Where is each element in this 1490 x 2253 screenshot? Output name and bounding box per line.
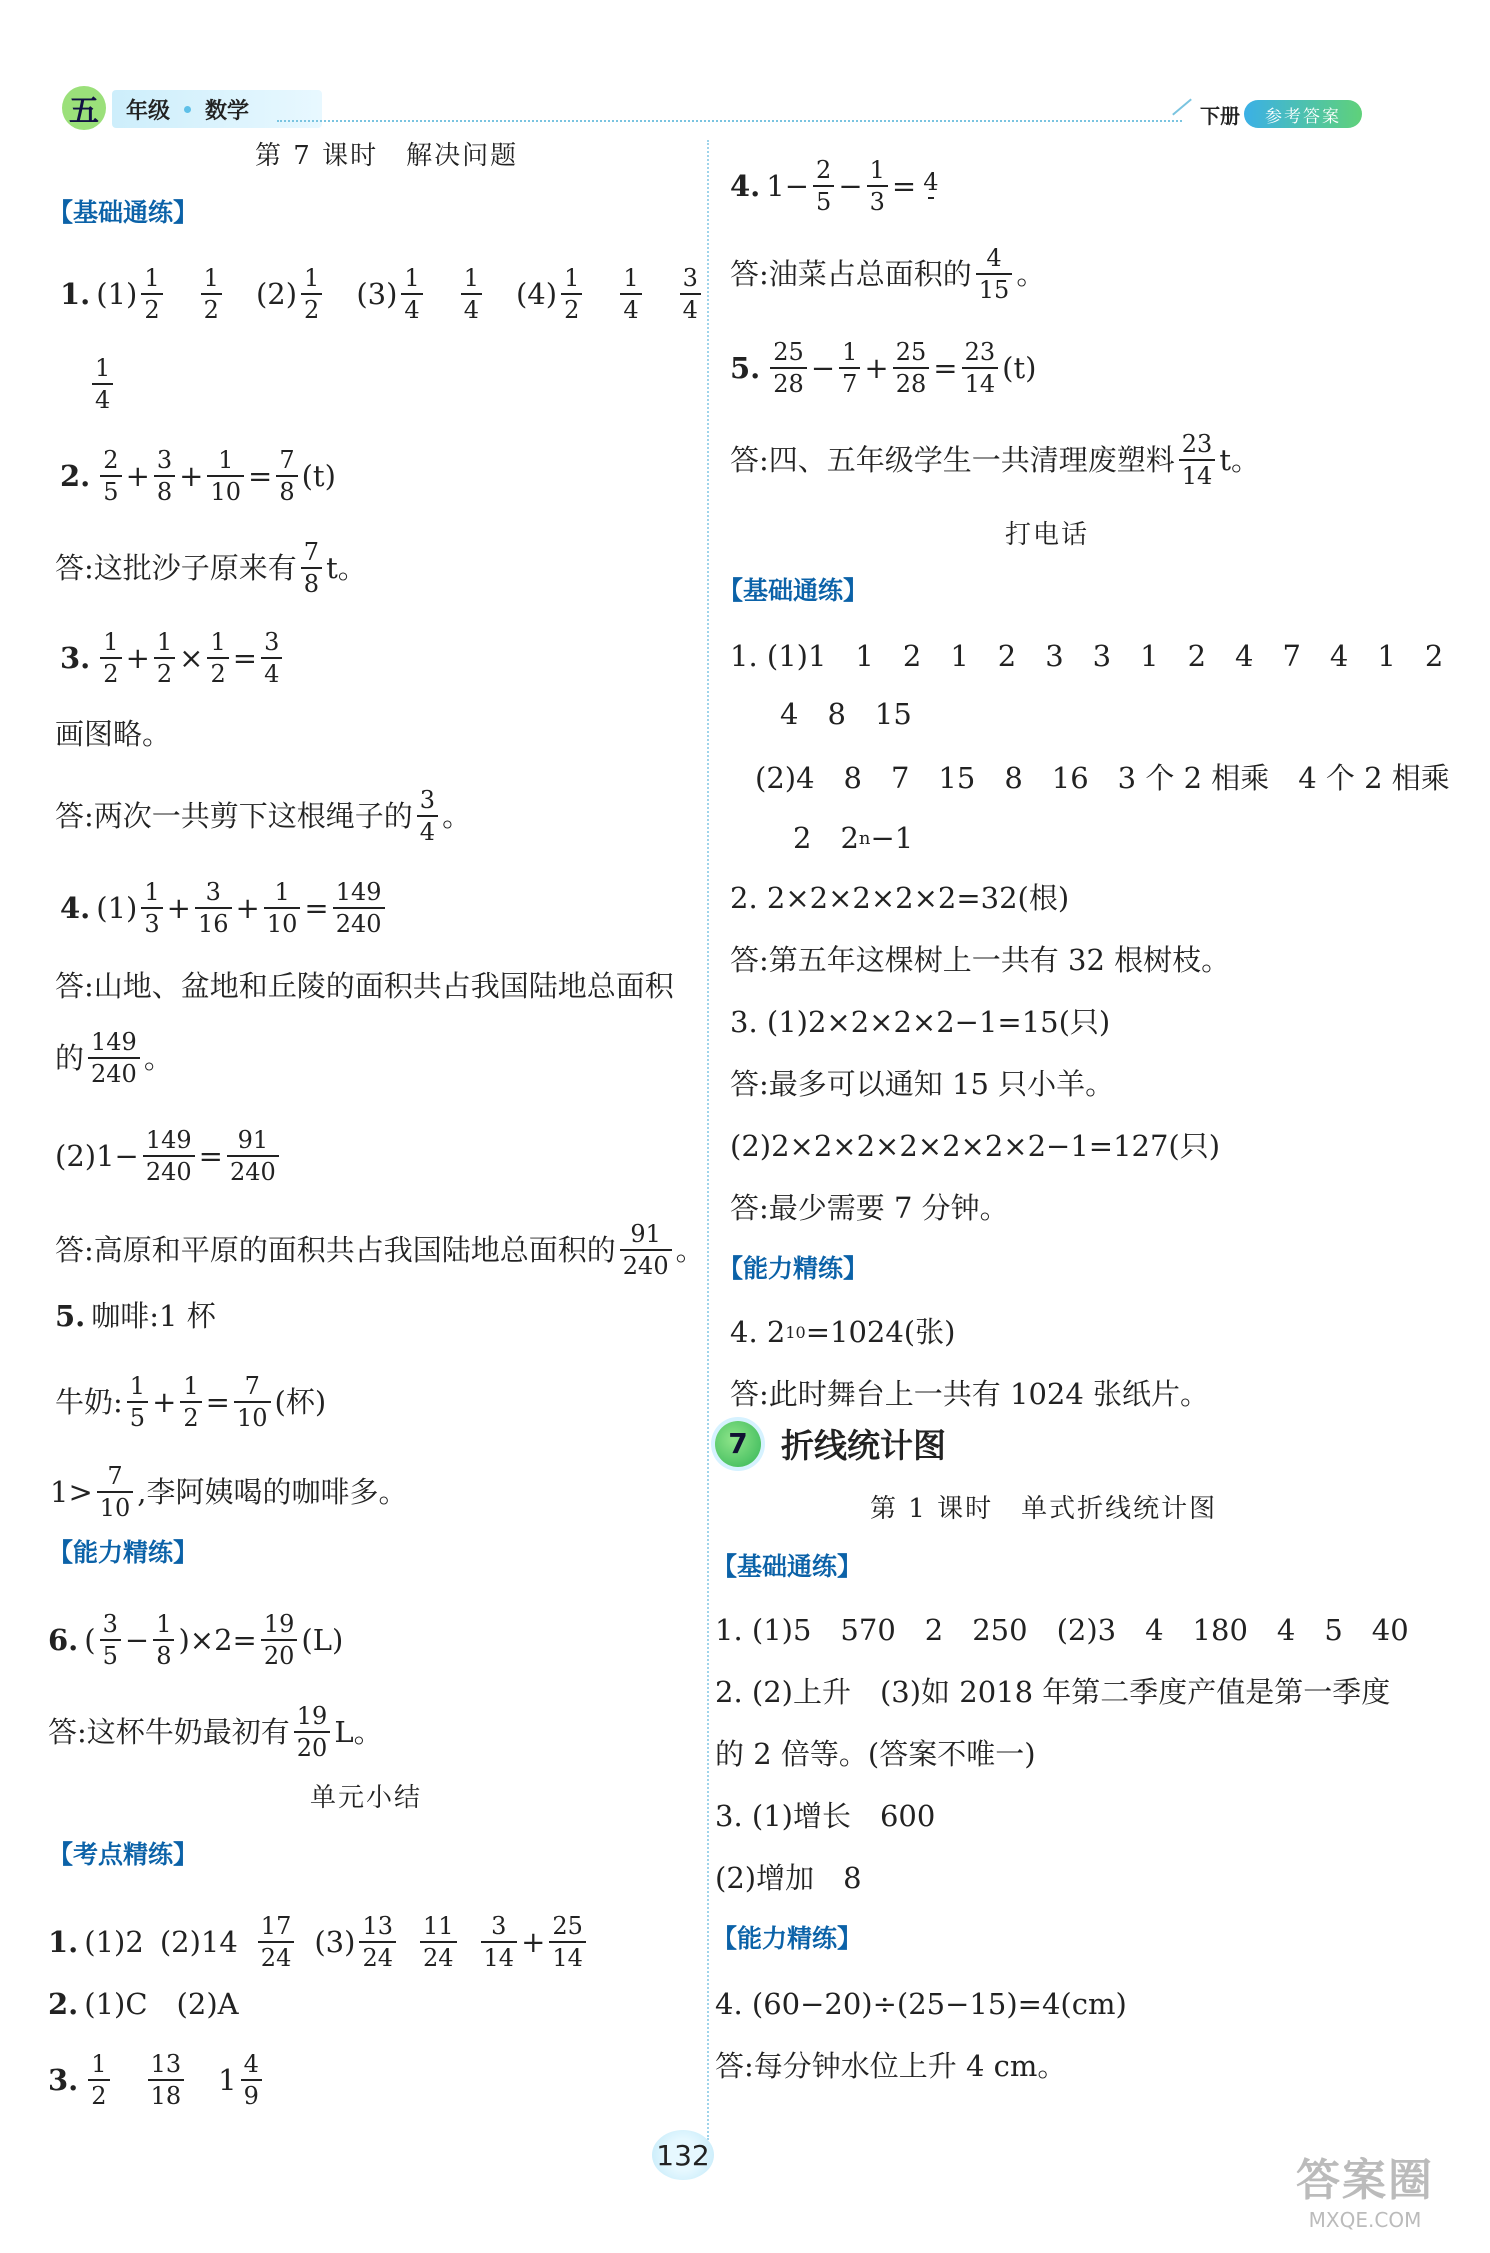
lesson7-title: 第 7 课时 解决问题 — [255, 141, 519, 171]
fraction: $\frac{3}{4}$ — [680, 266, 701, 322]
left-q4: 4. (1) $\frac{1}{3}$ + $\frac{3}{16}$ + $\frac{1}{10}$ = $\frac{149}{240}$ — [60, 880, 389, 936]
chart-q4: 4. (60−20)÷(25−15)=4(cm) — [715, 1987, 1127, 2021]
summary-q1: 1. (1)2 (2)14 $\frac{17}{24}$ (3) $\frac{13}{24}$ $\frac{11}{24}$ $\frac{3}{14}$ + $\frac{25}{14}$ — [48, 1914, 590, 1970]
chapter-number-badge: 7 — [715, 1421, 761, 1467]
right-q5-answer: 答:四、五年级学生一共清理废塑料 $\frac{23}{14}$ t。 — [730, 430, 1260, 490]
phone-q2-answer: 答:第五年这棵树上一共有 32 根树枝。 — [730, 943, 1231, 977]
fraction: $\frac{1}{2}$ — [561, 266, 582, 322]
column-divider — [707, 140, 709, 2140]
left-q4-part2: (2)1 − $\frac{149}{240}$ = $\frac{91}{240}$ — [55, 1128, 283, 1184]
left-q3: 3. $\frac{1}{2}$ + $\frac{1}{2}$ × $\frac{1}{2}$ = $\frac{3}{4}$ — [60, 630, 286, 686]
phone-q3b: (2)2×2×2×2×2×2×2−1=127(只) — [730, 1129, 1221, 1163]
phone-call-title: 打电话 — [1005, 520, 1090, 550]
right-q4: 4. 1 − $\frac{2}{5}$ − $\frac{1}{3}$ = 4 — [730, 156, 939, 216]
chart-q2-line2: 的 2 倍等。(答案不唯一) — [715, 1737, 1036, 1771]
lesson1-title: 第 1 课时 单式折线统计图 — [870, 1494, 1218, 1524]
unit-summary-title: 单元小结 — [310, 1783, 423, 1813]
header-slash — [1172, 99, 1192, 116]
basic-practice-tag: 【基础通练】 — [48, 198, 199, 227]
phone-q1-line4: 2 2 n −1 — [793, 821, 914, 855]
fraction: $\frac{1}{2}$ — [301, 266, 322, 322]
right-q5: 5. $\frac{25}{28}$ − $\frac{1}{7}$ + $\frac{25}{28}$ = $\frac{23}{14}$ (t) — [730, 338, 1037, 398]
dot-icon — [184, 106, 191, 113]
left-q4-answer2: 答:高原和平原的面积共占我国陆地总面积的 $\frac{91}{240}$ 。 — [55, 1220, 705, 1280]
left-q3-note: 画图略。 — [55, 717, 172, 751]
left-q6-answer: 答:这杯牛奶最初有 $\frac{19}{20}$ L。 — [48, 1702, 383, 1762]
header-rule — [277, 120, 1182, 122]
phone-q3a: 3. (1)2×2×2×2−1=15(只) — [730, 1005, 1111, 1039]
phone-q3b-answer: 答:最少需要 7 分钟。 — [730, 1191, 1009, 1225]
left-q2-answer: 答:这批沙子原来有 $\frac{7}{8}$ t。 — [55, 538, 367, 598]
left-q1-cont — [88, 356, 117, 412]
left-q5-milk: 牛奶: $\frac{1}{5}$ + $\frac{1}{2}$ = $\frac{7}{10}$ (杯) — [55, 1372, 327, 1432]
chart-q3a: 3. (1)增长 600 — [715, 1799, 936, 1833]
left-q4-answer1: 答:山地、盆地和丘陵的面积共占我国陆地总面积 — [55, 969, 674, 1003]
volume-label: 下册 — [1200, 104, 1240, 128]
chapter-title: 折线统计图 — [781, 1426, 946, 1465]
chart-q4-answer: 答:每分钟水位上升 4 cm。 — [715, 2049, 1067, 2083]
phone-q3a-answer: 答:最多可以通知 15 只小羊。 — [730, 1067, 1115, 1101]
basic-practice-tag-right-2: 【基础通练】 — [712, 1552, 863, 1581]
ability-practice-tag: 【能力精练】 — [48, 1538, 199, 1567]
phone-q4: 4. 2 10 =1024(张) — [730, 1315, 956, 1349]
chart-q3b: (2)增加 8 — [715, 1861, 862, 1895]
fraction: $\frac{1}{4}$ — [92, 356, 113, 412]
page-header — [62, 82, 1362, 142]
ability-practice-tag-right: 【能力精练】 — [718, 1254, 869, 1283]
ability-practice-tag-right-2: 【能力精练】 — [712, 1924, 863, 1953]
left-q2: 2. $\frac{2}{5}$ + $\frac{3}{8}$ + $\frac{1}{10}$ = $\frac{7}{8}$ (t) — [60, 446, 336, 506]
chart-q2-line1: 2. (2)上升 (3)如 2018 年第二季度产值是第一季度 — [715, 1675, 1391, 1709]
fraction: $\frac{1}{4}$ — [461, 266, 482, 322]
phone-q1-line2: 4 8 15 — [780, 697, 912, 731]
subject-label: 数学 — [205, 98, 250, 124]
phone-q1-line3: (2)4 8 7 15 8 16 3 个 2 相乘 4 个 2 相乘 — [755, 761, 1450, 795]
basic-practice-tag-right: 【基础通练】 — [718, 576, 869, 605]
left-q4-answer1b: 的 $\frac{149}{240}$ 。 — [55, 1028, 173, 1088]
fraction: $\frac{1}{2}$ — [201, 266, 222, 322]
phone-q4-answer: 答:此时舞台上一共有 1024 张纸片。 — [730, 1377, 1210, 1411]
fraction: $\frac{1}{4}$ — [620, 266, 641, 322]
left-q6: 6. ( $\frac{3}{5}$ − $\frac{1}{8}$ )×2= $\frac{19}{20}$ (L) — [48, 1610, 344, 1670]
phone-q1-line1: 1. (1)1 1 2 1 2 3 3 1 2 4 7 4 1 2 — [730, 639, 1444, 673]
grade-badge: 五 — [62, 86, 106, 130]
grade-subject-tab — [112, 90, 322, 128]
phone-q2: 2. 2×2×2×2×2=32(根) — [730, 881, 1070, 915]
page-number: 132 — [652, 2130, 714, 2180]
left-q5-compare: 1> $\frac{7}{10}$ ,李阿姨喝的咖啡多。 — [50, 1462, 408, 1522]
fraction: $\frac{1}{2}$ — [141, 266, 162, 322]
answer-badge: 参考答案 — [1244, 100, 1362, 128]
left-q5-coffee: 5. 咖啡:1 杯 — [55, 1299, 216, 1333]
chart-q1: 1. (1)5 570 2 250 (2)3 4 180 4 5 40 — [715, 1613, 1409, 1647]
left-q3-answer: 答:两次一共剪下这根绳子的 $\frac{3}{4}$ 。 — [55, 786, 472, 846]
left-q1: 1. (1) $\frac{1}{2}$ $\frac{1}{2}$ (2) $\frac{1}{2}$ (3) $\frac{1}{4}$ $\frac{1}{4}$ (4) $\frac{1}{2}$ $\frac{1}{4}$ $\frac{3}{4}$ — [60, 266, 705, 322]
summary-q3: 3. $\frac{1}{2}$ $\frac{13}{18}$ 1 $\frac{4}{9}$ — [48, 2052, 266, 2108]
grade-label: 年级 — [126, 98, 171, 124]
exam-practice-tag: 【考点精练】 — [48, 1840, 199, 1869]
right-q4-answer: 答:油菜占总面积的 $\frac{4}{15}$ 。 — [730, 244, 1046, 304]
chapter-heading — [715, 1420, 946, 1467]
watermark-logo: 答案圈 MXQE.COM — [1296, 2155, 1434, 2232]
summary-q2: 2. (1)C (2)A — [48, 1987, 239, 2021]
fraction: $\frac{1}{4}$ — [401, 266, 422, 322]
